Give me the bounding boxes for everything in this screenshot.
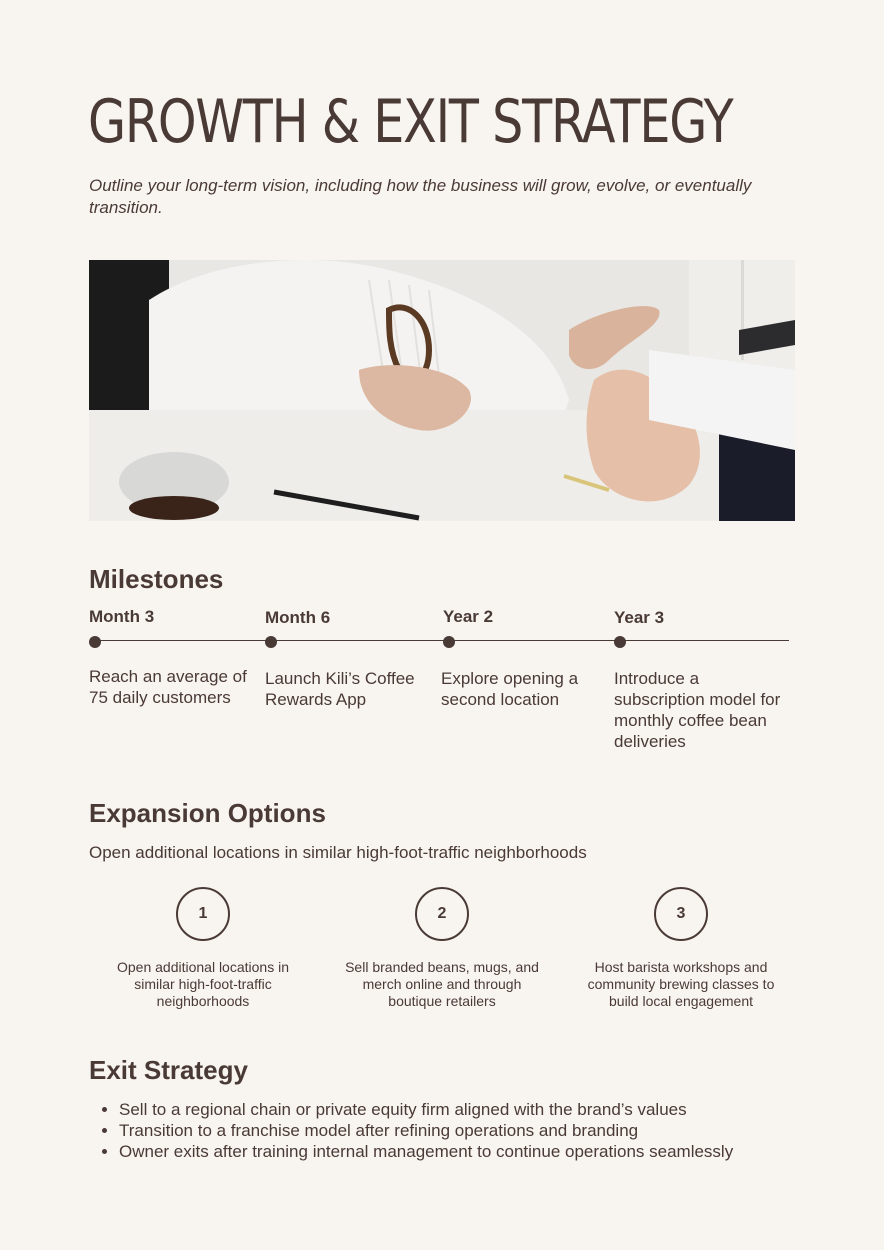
option-number-badge: 2 xyxy=(415,887,469,941)
list-item: • Transition to a franchise model after refining operations and branding xyxy=(119,1120,733,1141)
option-description: Open additional locations in similar high-foot-traffic neighborhoods xyxy=(116,959,289,1009)
expansion-heading: Expansion Options xyxy=(89,798,326,828)
milestone-label: Year 2 xyxy=(443,607,494,626)
milestone-label: Month 6 xyxy=(265,608,331,627)
milestones-heading: Milestones xyxy=(89,564,224,594)
option-description: Sell branded beans, mugs, and merch online and through boutique retailers xyxy=(345,959,539,1009)
timeline-line xyxy=(95,640,789,641)
expansion-option-3 xyxy=(581,887,781,1010)
timeline-dot xyxy=(614,636,626,648)
milestone-label: Year 3 xyxy=(614,608,665,627)
milestone-description: Reach an average of 75 daily customers xyxy=(89,667,247,707)
list-item: • Owner exits after training internal management to continue operations seamlessly xyxy=(119,1141,733,1162)
expansion-option-1 xyxy=(103,887,303,1010)
page-subtitle: Outline your long-term vision, including how the business will grow, evolve, or eventually transition. xyxy=(89,176,752,217)
expansion-intro: Open additional locations in similar high-foot-traffic neighborhoods xyxy=(89,843,587,862)
timeline-dot xyxy=(89,636,101,648)
exit-strategy-heading: Exit Strategy xyxy=(89,1055,248,1085)
exit-strategy-list xyxy=(99,1099,733,1162)
option-number-badge: 1 xyxy=(176,887,230,941)
list-item: • Sell to a regional chain or private equity firm aligned with the brand’s values xyxy=(119,1099,733,1120)
timeline-dot xyxy=(443,636,455,648)
hero-image xyxy=(89,260,795,521)
timeline-dot xyxy=(265,636,277,648)
milestone-description: Explore opening a second location xyxy=(441,669,579,709)
expansion-option-2 xyxy=(342,887,542,1010)
milestone-description: Introduce a subscription model for monthly coffee bean deliveries xyxy=(614,669,781,751)
option-number-badge: 3 xyxy=(654,887,708,941)
page-title: GROWTH & EXIT STRATEGY xyxy=(88,87,733,157)
milestone-description: Launch Kili’s Coffee Rewards App xyxy=(265,669,415,709)
milestone-label: Month 3 xyxy=(89,607,155,626)
option-description: Host barista workshops and community brewing classes to build local engagement xyxy=(587,959,775,1009)
business-meeting-photo xyxy=(89,260,795,521)
